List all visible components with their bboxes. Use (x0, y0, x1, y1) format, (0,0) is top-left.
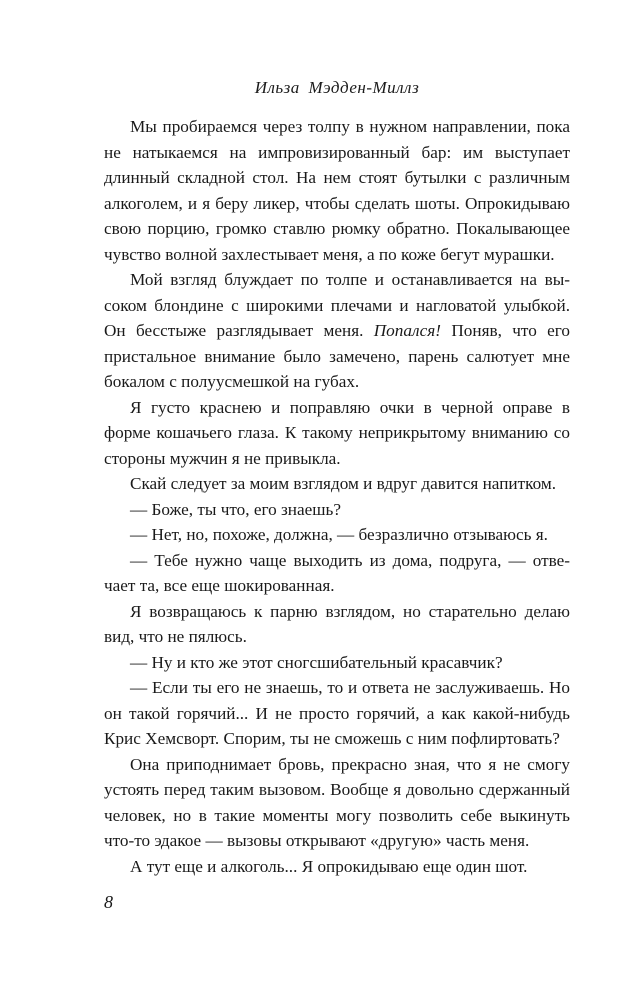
paragraph-text: — Боже, ты что, его знаешь? (130, 499, 341, 519)
dialogue-line (104, 650, 570, 676)
paragraph-text: Мы пробираемся через толпу в нужном направлении, пока не натыкаемся на импровизированный бар: им выступает длинный складной стол. На нем стоят бутылки с различным алкоголем, и я беру ликер, чтобы сделать шоты. Опрокидываю свою порцию, громко ставлю рюмку обратно. Покалывающее чувство волной захлестывает меня, а по коже бегут мурашки. (104, 117, 570, 264)
paragraph-text: Скай следует за моим взглядом и вдруг давится напитком. (130, 474, 557, 493)
paragraph (104, 599, 570, 650)
paragraph (104, 471, 570, 497)
dialogue-line (104, 675, 570, 752)
running-header: Ильза Мэдден-Миллз (254, 78, 420, 97)
paragraph-text: — Тебе нужно чаще выходить из дома, подруга, — отвечает та, все еще шокированная. (104, 550, 570, 595)
paragraph-text: Я возвращаюсь к парню взглядом, но старательно делаю вид, что не пялюсь. (104, 601, 570, 646)
paragraph (104, 854, 570, 880)
paragraph-text: Мой взгляд блуждает по толпе и останавливается на высоком блондине с широкими плечами и нагловатой улыбкой. Он бесстыже разглядывает меня. (104, 270, 570, 340)
paragraph-text: Я густо краснею и поправляю очки в черной оправе в форме кошачьего глаза. К такому неприкрытому вниманию со стороны мужчин я не привыкла. (104, 397, 570, 468)
page-number: 8 (104, 892, 113, 912)
paragraph-text: Она приподнимает бровь, прекрасно зная, что я не смогу устоять перед таким вызовом. Вообще я довольно сдержанный человек, но в такие моменты могу позволить себе выкинуть что-то эдакое — вызовы открывают «другую» часть меня. (104, 754, 570, 850)
paragraph (104, 114, 570, 267)
italic-emphasis: Попался! (373, 321, 442, 340)
paragraph (104, 267, 570, 395)
dialogue-line (104, 522, 570, 548)
paragraph (104, 395, 570, 472)
paragraph (104, 752, 570, 854)
paragraph-text: — Нет, но, похоже, должна, — безразлично отзываюсь я. (130, 525, 548, 544)
dialogue-line (104, 548, 570, 599)
paragraph-text: — Если ты его не знаешь, то и ответа не заслуживaешь. Но он такой горячий... И не просто горячий, а как какой-нибудь Крис Хемсворт. Спорим, ты не сможешь с ним пофлиртовать? (104, 678, 570, 748)
paragraph-text: А тут еще и алкоголь... Я опрокидываю еще один шот. (130, 856, 528, 876)
paragraph-text: Поняв, что его пристальное внимание было замечено, парень салютует мне бокалом с полуусмешкой на губах. (104, 321, 570, 391)
dialogue-line (104, 497, 570, 523)
paragraph-text: — Ну и кто же этот сногсшибательный красавчик? (130, 652, 503, 672)
body-text (104, 114, 570, 879)
